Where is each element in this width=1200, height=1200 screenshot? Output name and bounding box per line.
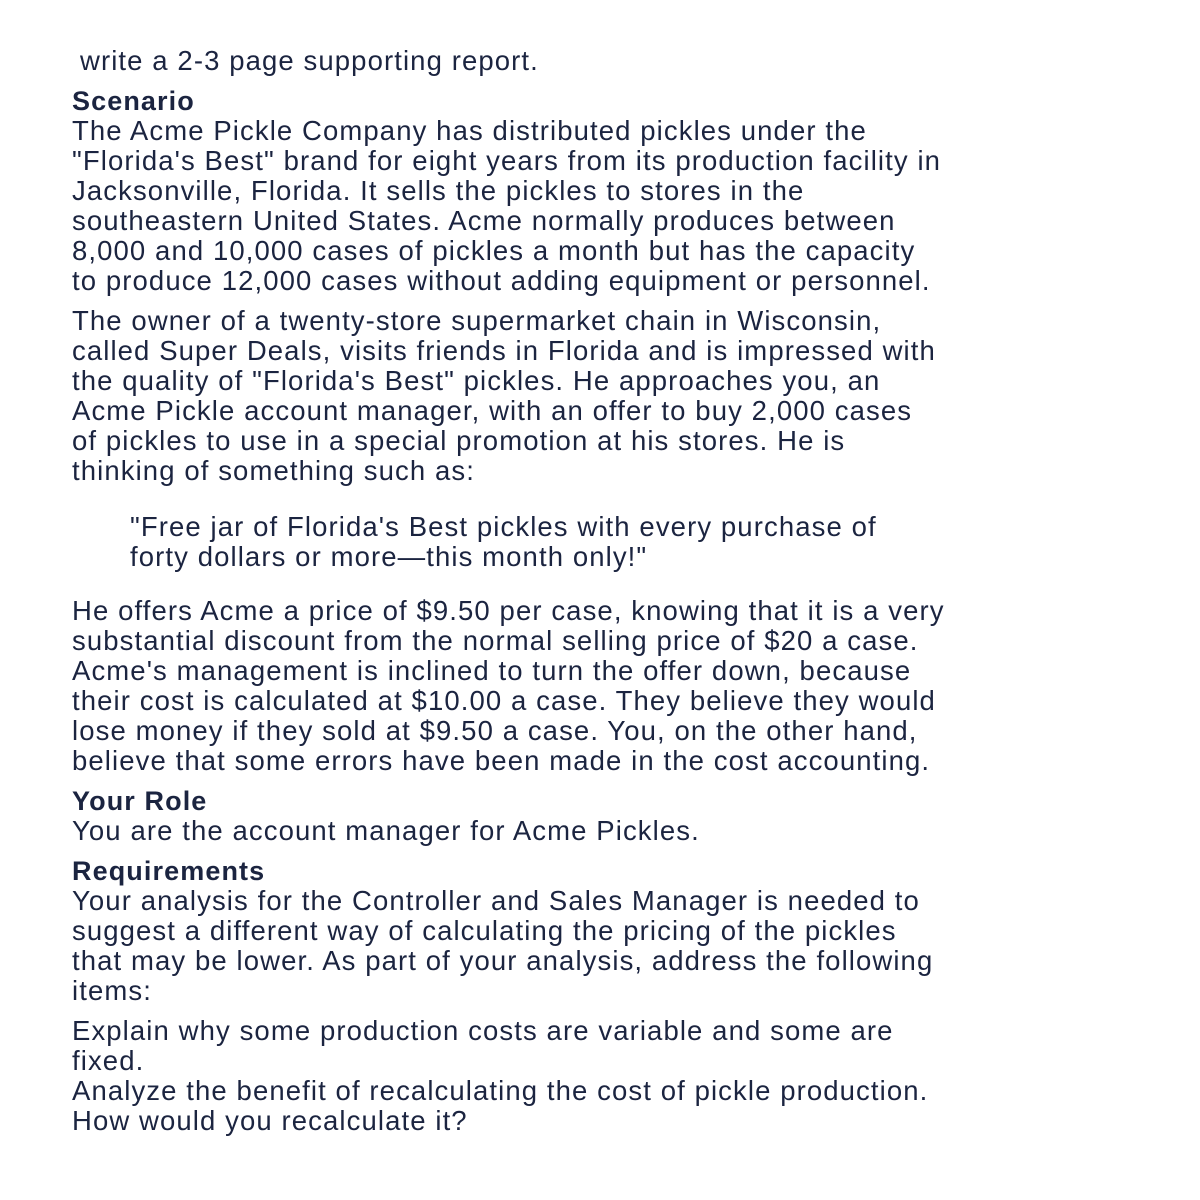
role-text: You are the account manager for Acme Pickles. (72, 815, 700, 846)
text-line: "Florida's Best" brand for eight years from its production facility in (72, 145, 942, 176)
text-line: called Super Deals, visits friends in Florida and is impressed with (72, 335, 936, 366)
text-line: Acme Pickle account manager, with an offer to buy 2,000 cases (72, 395, 913, 426)
text-line: to produce 12,000 cases without adding equipment or personnel. (72, 265, 931, 296)
scenario-paragraph-1 (72, 116, 1152, 296)
quote-line: "Free jar of Florida's Best pickles with every purchase of (130, 511, 877, 542)
text-line: Jacksonville, Florida. It sells the pickles to stores in the (72, 175, 805, 206)
text-line: items: (72, 975, 152, 1006)
text-line: lose money if they sold at $9.50 a case. You, on the other hand, (72, 715, 918, 746)
requirement-item: fixed. (72, 1045, 145, 1076)
quote-line: forty dollars or more—this month only!" (130, 541, 648, 572)
requirement-item: Explain why some production costs are variable and some are (72, 1015, 894, 1046)
requirements-heading: Requirements (72, 856, 266, 886)
promotion-quote (130, 512, 1152, 572)
text-line: He offers Acme a price of $9.50 per case, knowing that it is a very (72, 595, 945, 626)
requirement-item: How would you recalculate it? (72, 1105, 468, 1136)
text-line: their cost is calculated at $10.00 a case. They believe they would (72, 685, 936, 716)
requirements-items (72, 1016, 1152, 1136)
role-heading: Your Role (72, 786, 208, 816)
scenario-paragraph-3 (72, 596, 1152, 776)
text-line: Your analysis for the Controller and Sales Manager is needed to (72, 885, 920, 916)
intro-text: write a 2-3 page supporting report. (80, 45, 539, 76)
document-page (72, 46, 1152, 1136)
scenario-paragraph-2 (72, 306, 1152, 486)
text-line: The Acme Pickle Company has distributed pickles under the (72, 115, 867, 146)
text-line: The owner of a twenty-store supermarket chain in Wisconsin, (72, 305, 882, 336)
text-line: suggest a different way of calculating the pricing of the pickles (72, 915, 897, 946)
text-line: 8,000 and 10,000 cases of pickles a month but has the capacity (72, 235, 916, 266)
text-line: thinking of something such as: (72, 455, 475, 486)
scenario-heading: Scenario (72, 86, 195, 116)
text-line: Acme's management is inclined to turn the offer down, because (72, 655, 912, 686)
text-line: believe that some errors have been made in the cost accounting. (72, 745, 931, 776)
text-line: the quality of "Florida's Best" pickles. He approaches you, an (72, 365, 881, 396)
text-line: of pickles to use in a special promotion at his stores. He is (72, 425, 846, 456)
text-line: that may be lower. As part of your analysis, address the following (72, 945, 934, 976)
text-line: substantial discount from the normal selling price of $20 a case. (72, 625, 919, 656)
requirements-paragraph (72, 886, 1152, 1006)
text-line: southeastern United States. Acme normally produces between (72, 205, 896, 236)
requirement-item: Analyze the benefit of recalculating the cost of pickle production. (72, 1075, 929, 1106)
